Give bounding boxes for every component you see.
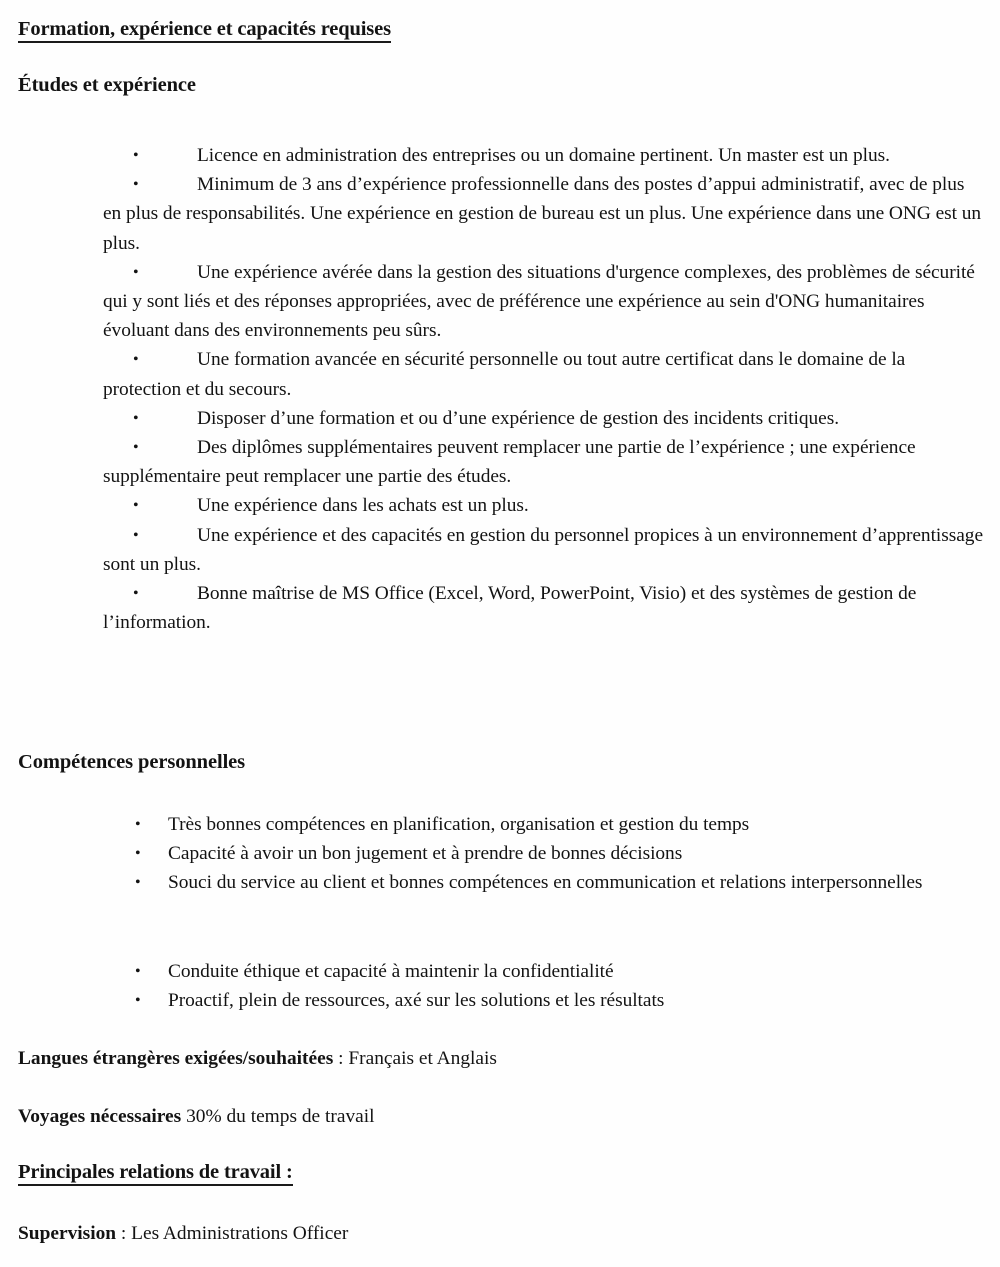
list-item: [103, 170, 987, 258]
bullet-icon: •: [133, 147, 139, 164]
list-item-text: Capacité à avoir un bon jugement et à prendre de bonnes décisions: [168, 843, 683, 865]
list-item: [103, 258, 987, 346]
bullet-icon: •: [135, 845, 141, 863]
section-heading-qualifications-text: Formation, expérience et capacités requises: [18, 18, 391, 43]
languages-separator: :: [333, 1048, 349, 1069]
list-item: [103, 345, 987, 403]
list-item-text: Licence en administration des entreprises ou un domaine pertinent. Un master est un plus.: [197, 145, 890, 166]
list-item: [103, 404, 987, 433]
travel-value: 30% du temps de travail: [186, 1106, 375, 1127]
bullet-icon: •: [133, 439, 139, 457]
bullet-icon: •: [133, 497, 139, 515]
list-item-text: Une expérience dans les achats est un plus.: [197, 495, 529, 517]
bullet-icon: •: [133, 351, 139, 369]
list-item-text: Souci du service au client et bonnes compétences en communication et relations interpersonnelles: [168, 872, 923, 894]
list-item: [135, 839, 985, 868]
list-item: [135, 810, 985, 839]
list-item: [135, 986, 985, 1015]
bullet-icon: •: [133, 176, 139, 194]
list-item-text: Très bonnes compétences en planification, organisation et gestion du temps: [168, 814, 750, 835]
list-item-text: Disposer d’une formation et ou d’une expérience de gestion des incidents critiques.: [197, 407, 840, 429]
list-item: [103, 433, 987, 491]
list-item: [103, 521, 987, 579]
list-item-text: Une expérience avérée dans la gestion des situations d'urgence complexes, des problèmes de sécurité qui y sont liés et des réponses appropriées, avec de préférence une expérience au sein d'ONG humanitaires évoluant dans des environnements peu sûrs.: [103, 261, 975, 342]
bullet-icon: •: [135, 963, 141, 980]
supervision-field: [18, 1219, 348, 1248]
subheading-personal-skills: Compétences personnelles: [18, 751, 246, 773]
list-item: [103, 141, 987, 170]
bullet-icon: •: [133, 263, 139, 281]
bullet-icon: •: [133, 526, 139, 544]
languages-field: [18, 1044, 497, 1073]
bullet-icon: •: [133, 585, 139, 603]
section-heading-qualifications: [18, 18, 391, 41]
list-item-text: Des diplômes supplémentaires peuvent remplacer une partie de l’expérience ; une expérience supplémentaire peut remplacer une partie des études.: [103, 437, 916, 488]
list-item-text: Une expérience et des capacités en gestion du personnel propices à un environnement d’apprentissage sont un plus.: [103, 524, 983, 575]
list-item: [135, 957, 985, 986]
list-item: [103, 491, 987, 520]
travel-field: [18, 1102, 375, 1131]
travel-label: Voyages nécessaires: [18, 1106, 182, 1127]
supervision-separator: :: [116, 1223, 132, 1244]
subheading-studies-experience: Études et expérience: [18, 74, 196, 96]
list-item-text: Une formation avancée en sécurité personnelle ou tout autre certificat dans le domaine de la protection et du secours.: [103, 349, 906, 400]
list-item-text: Conduite éthique et capacité à maintenir la confidentialité: [168, 961, 614, 982]
languages-label: Langues étrangères exigées/souhaitées: [18, 1048, 334, 1069]
bullet-icon: •: [135, 874, 141, 892]
supervision-value: Les Administrations Officer: [131, 1223, 349, 1244]
section-heading-work-relations: [18, 1161, 293, 1184]
list-item-text: Proactif, plein de ressources, axé sur les solutions et les résultats: [168, 990, 665, 1012]
list-item-text: Minimum de 3 ans d’expérience professionnelle dans des postes d’appui administratif, avec de plus en plus de responsabilités. Une expérience en gestion de bureau est un plus. Une expérience dans une ONG est un plus.: [103, 174, 982, 254]
list-item: [103, 579, 987, 637]
skills-bullet-list-a: [135, 810, 985, 898]
skills-bullet-list-b: [135, 957, 985, 1015]
bullet-icon: •: [135, 992, 141, 1010]
supervision-label: Supervision: [18, 1223, 117, 1244]
list-item-text: Bonne maîtrise de MS Office (Excel, Word, PowerPoint, Visio) et des systèmes de gestion de l’information.: [103, 583, 917, 634]
section-heading-work-relations-text: Principales relations de travail :: [18, 1161, 293, 1186]
studies-bullet-list: [103, 141, 987, 637]
bullet-icon: •: [135, 816, 141, 833]
list-item: [135, 868, 985, 897]
languages-value: Français et Anglais: [348, 1048, 497, 1069]
bullet-icon: •: [133, 409, 139, 427]
